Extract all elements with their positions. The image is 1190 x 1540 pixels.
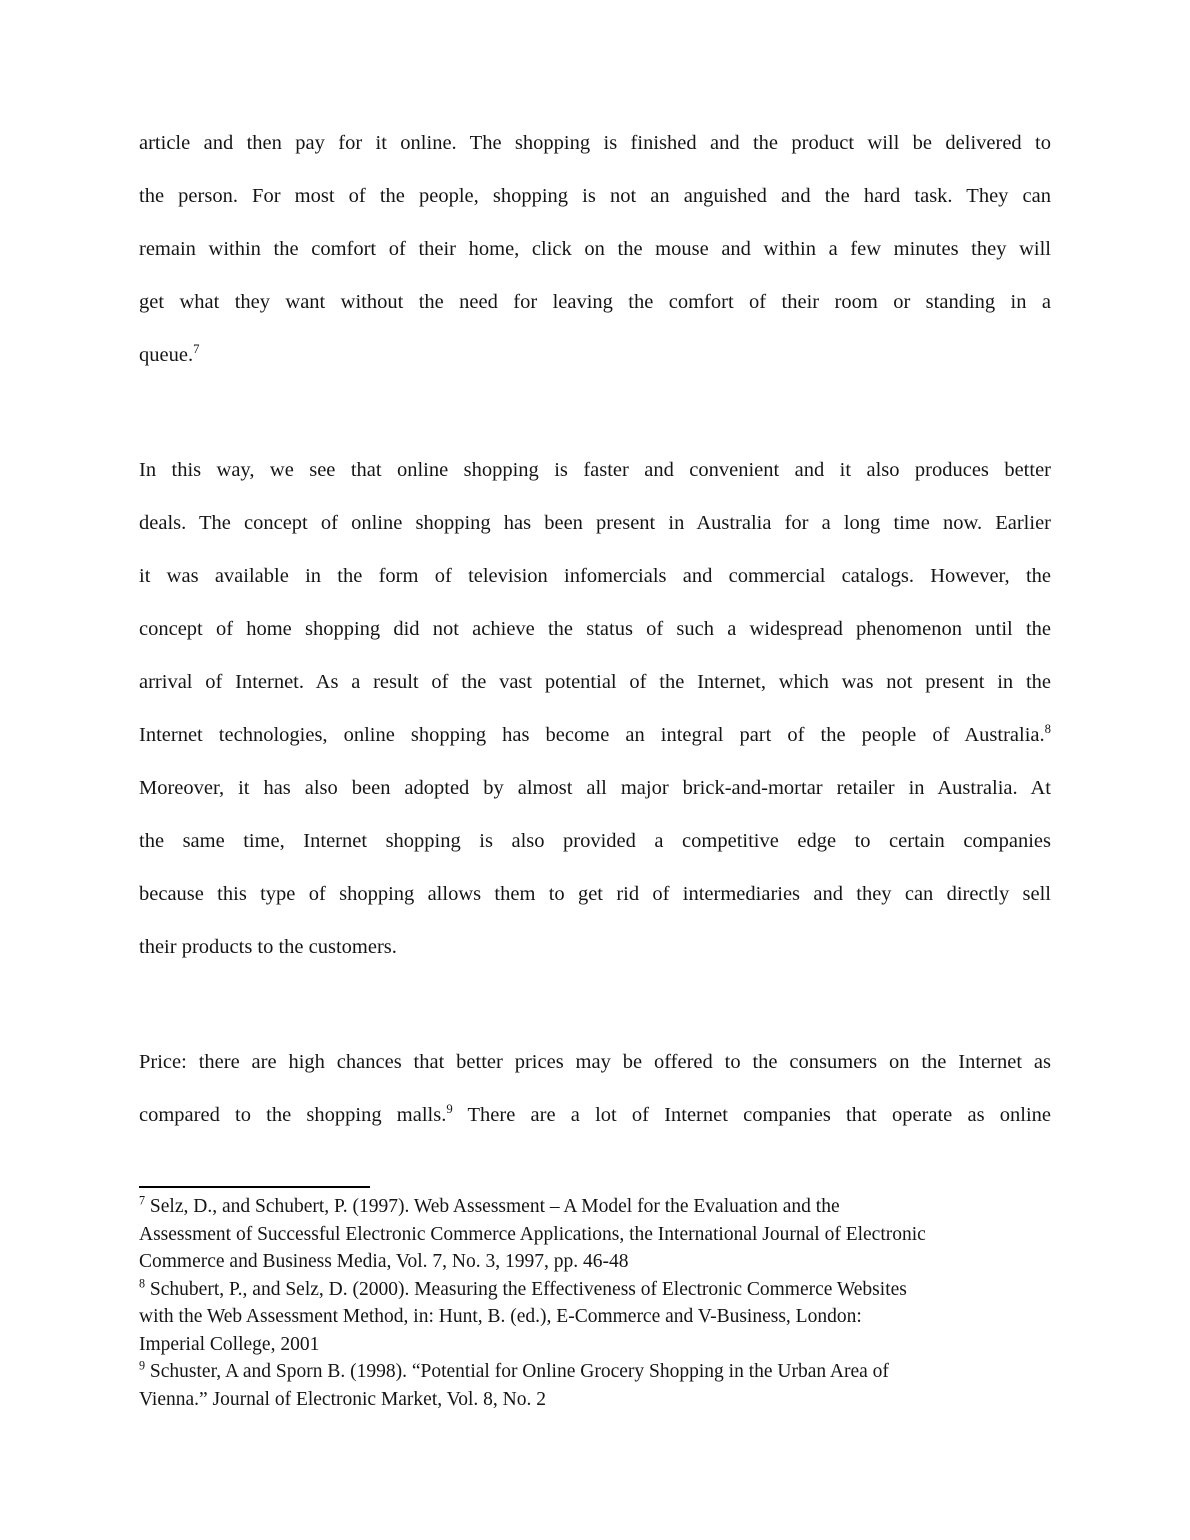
footnote-line: $^9$ Schuster, A and Sporn B. (1998). “Potential for Online Grocery Shopping in the Urban Area of xyxy=(139,1358,889,1382)
body-line: Internet technologies, online shopping has become an integral part of the people of Australia.$^8$ xyxy=(139,722,1051,746)
body-line: it was available in the form of television infomercials and commercial catalogs. However, the xyxy=(139,565,1051,587)
body-line: queue.$^7$ xyxy=(139,342,200,366)
footnote-ref: 9 xyxy=(139,1358,146,1373)
body-line: article and then pay for it online. The shopping is finished and the product will be delivered to xyxy=(139,132,1051,154)
footnote xyxy=(139,1358,1051,1413)
footnote-line: $^7$ Selz, D., and Schubert, P. (1997). Web Assessment – A Model for the Evaluation and the xyxy=(139,1193,840,1217)
footnote-separator xyxy=(139,1186,370,1188)
body-line: remain within the comfort of their home, click on the mouse and within a few minutes they will xyxy=(139,238,1051,260)
footnote xyxy=(139,1276,1051,1359)
body-line: because this type of shopping allows them to get rid of intermediaries and they can directly sell xyxy=(139,883,1051,905)
footnote-ref: 9 xyxy=(446,1102,453,1117)
footnote xyxy=(139,1193,1051,1276)
footnote-line: Assessment of Successful Electronic Commerce Applications, the International Journal of Electronic xyxy=(139,1223,926,1245)
body-line: the same time, Internet shopping is also provided a competitive edge to certain companies xyxy=(139,830,1051,852)
body-line: their products to the customers. xyxy=(139,936,397,958)
body-line: the person. For most of the people, shopping is not an anguished and the hard task. They can xyxy=(139,185,1051,207)
body-line: arrival of Internet. As a result of the vast potential of the Internet, which was not present in the xyxy=(139,671,1051,693)
body-line: compared to the shopping malls.$^9$ There are a lot of Internet companies that operate as online xyxy=(139,1102,1051,1126)
body-line: Price: there are high chances that better prices may be offered to the consumers on the Internet as xyxy=(139,1051,1051,1073)
body-line: deals. The concept of online shopping has been present in Australia for a long time now. Earlier xyxy=(139,512,1051,534)
footnote-line: $^8$ Schubert, P., and Selz, D. (2000). Measuring the Effectiveness of Electronic Commerce Websites xyxy=(139,1276,907,1300)
paragraph xyxy=(139,444,1051,974)
footnote-line: Imperial College, 2001 xyxy=(139,1333,320,1355)
paragraph xyxy=(139,1036,1051,1142)
body-line: concept of home shopping did not achieve the status of such a widespread phenomenon until the xyxy=(139,618,1051,640)
body-line: Moreover, it has also been adopted by almost all major brick-and-mortar retailer in Australia. At xyxy=(139,777,1051,799)
footnote-line: Commerce and Business Media, Vol. 7, No. 3, 1997, pp. 46-48 xyxy=(139,1251,629,1272)
footnote-line: with the Web Assessment Method, in: Hunt, B. (ed.), E-Commerce and V-Business, London: xyxy=(139,1306,862,1327)
body-line: get what they want without the need for leaving the comfort of their room or standing in a xyxy=(139,291,1051,313)
footnote-ref: 8 xyxy=(1044,722,1051,737)
footnote-line: Vienna.” Journal of Electronic Market, Vol. 8, No. 2 xyxy=(139,1388,546,1410)
page-content xyxy=(139,0,1051,1413)
body-line: In this way, we see that online shopping is faster and convenient and it also produces better xyxy=(139,459,1051,481)
body-text xyxy=(139,117,1051,1142)
footnotes-section xyxy=(139,1193,1051,1413)
paragraph xyxy=(139,117,1051,382)
footnote-ref: 7 xyxy=(193,342,200,357)
footnote-ref: 7 xyxy=(139,1193,146,1208)
footnote-ref: 8 xyxy=(139,1276,146,1290)
